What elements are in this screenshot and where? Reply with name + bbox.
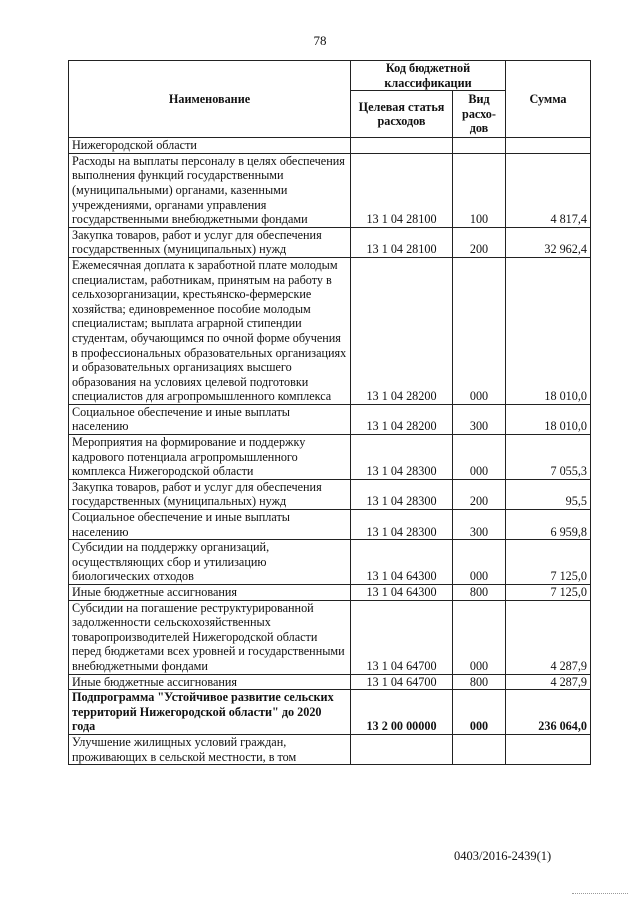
row-name: Социальное обеспечение и иные выплаты населению	[69, 404, 351, 434]
row-target-article: 13 1 04 64300	[351, 540, 453, 585]
row-name: Закупка товаров, работ и услуг для обеспечения государственных (муниципальных) нужд	[69, 479, 351, 509]
row-expense-type: 000	[453, 600, 506, 674]
row-target-article	[351, 734, 453, 764]
header-expense-type: Вид расхо-дов	[453, 91, 506, 138]
row-expense-type: 000	[453, 257, 506, 404]
row-name: Закупка товаров, работ и услуг для обеспечения государственных (муниципальных) нужд	[69, 227, 351, 257]
table-row	[69, 734, 591, 764]
table-row	[69, 540, 591, 585]
row-name: Социальное обеспечение и иные выплаты населению	[69, 510, 351, 540]
row-target-article: 13 1 04 64700	[351, 674, 453, 690]
row-sum: 7 125,0	[506, 585, 591, 601]
row-target-article: 13 2 00 00000	[351, 690, 453, 735]
table-row	[69, 227, 591, 257]
row-expense-type: 800	[453, 585, 506, 601]
table-row	[69, 479, 591, 509]
row-expense-type: 300	[453, 510, 506, 540]
row-sum: 32 962,4	[506, 227, 591, 257]
row-expense-type: 000	[453, 540, 506, 585]
header-sum: Сумма	[506, 61, 591, 138]
row-sum: 4 287,9	[506, 600, 591, 674]
row-sum: 18 010,0	[506, 404, 591, 434]
table-row	[69, 153, 591, 227]
row-target-article: 13 1 04 28300	[351, 479, 453, 509]
row-expense-type: 100	[453, 153, 506, 227]
row-name: Ежемесячная доплата к заработной плате молодым специалистам, работникам, принятым на работу в сельхозорганизации, крестьянско-фермерские хозяйства; единовременное пособие молодым специалистам; выплата аграрной стипендии студентам, обучающимся по очной форме обучения в профессиональных образовательных организациях и образовательных организациях высшего образования на условиях целевой подготовки специалистов для агропромышленного комплекса	[69, 257, 351, 404]
table-row	[69, 510, 591, 540]
table-row	[69, 585, 591, 601]
row-expense-type: 200	[453, 227, 506, 257]
row-target-article: 13 1 04 28300	[351, 435, 453, 480]
row-expense-type	[453, 734, 506, 764]
row-target-article: 13 1 04 28300	[351, 510, 453, 540]
table-row	[69, 138, 591, 154]
row-name: Иные бюджетные ассигнования	[69, 674, 351, 690]
table-row	[69, 674, 591, 690]
row-sum: 95,5	[506, 479, 591, 509]
row-name: Подпрограмма "Устойчивое развитие сельских территорий Нижегородской области" до 2020 года	[69, 690, 351, 735]
row-expense-type: 300	[453, 404, 506, 434]
row-target-article: 13 1 04 64300	[351, 585, 453, 601]
row-name: Субсидии на погашение реструктурированной задолженности сельскохозяйственных товаропроизводителей Нижегородской области перед бюджетами всех уровней и государственными внебюджетными фондами	[69, 600, 351, 674]
table-row	[69, 404, 591, 434]
header-classification: Код бюджетной классификации	[351, 61, 506, 91]
row-sum: 4 287,9	[506, 674, 591, 690]
row-target-article: 13 1 04 64700	[351, 600, 453, 674]
row-sum	[506, 138, 591, 154]
table-header	[69, 61, 591, 138]
scan-mark	[572, 893, 628, 898]
header-name: Наименование	[69, 61, 351, 138]
row-name: Расходы на выплаты персоналу в целях обеспечения выполнения функций государственными (муниципальными) органами, казенными учреждениями, органами управления государственными внебюджетными фондами	[69, 153, 351, 227]
row-sum: 7 055,3	[506, 435, 591, 480]
header-target-article: Целевая статья расходов	[351, 91, 453, 138]
row-expense-type: 800	[453, 674, 506, 690]
table-row	[69, 600, 591, 674]
table-row	[69, 257, 591, 404]
row-name: Субсидии на поддержку организаций, осуществляющих сбор и утилизацию биологических отходов	[69, 540, 351, 585]
row-sum: 18 010,0	[506, 257, 591, 404]
budget-table	[68, 60, 591, 765]
row-target-article: 13 1 04 28100	[351, 153, 453, 227]
row-name: Нижегородской области	[69, 138, 351, 154]
row-target-article	[351, 138, 453, 154]
row-name: Мероприятия на формирование и поддержку кадрового потенциала агропромышленного комплекса Нижегородской области	[69, 435, 351, 480]
table-body	[69, 138, 591, 765]
row-sum: 7 125,0	[506, 540, 591, 585]
row-expense-type	[453, 138, 506, 154]
row-target-article: 13 1 04 28100	[351, 227, 453, 257]
table-row	[69, 435, 591, 480]
row-sum: 6 959,8	[506, 510, 591, 540]
row-name: Улучшение жилищных условий граждан, проживающих в сельской местности, в том	[69, 734, 351, 764]
row-sum	[506, 734, 591, 764]
row-name: Иные бюджетные ассигнования	[69, 585, 351, 601]
row-expense-type: 000	[453, 690, 506, 735]
document-code: 0403/2016-2439(1)	[454, 849, 552, 863]
row-expense-type: 000	[453, 435, 506, 480]
row-target-article: 13 1 04 28200	[351, 404, 453, 434]
row-sum: 4 817,4	[506, 153, 591, 227]
row-target-article: 13 1 04 28200	[351, 257, 453, 404]
page-number: 78	[313, 33, 327, 48]
row-expense-type: 200	[453, 479, 506, 509]
row-sum: 236 064,0	[506, 690, 591, 735]
table-row	[69, 690, 591, 735]
